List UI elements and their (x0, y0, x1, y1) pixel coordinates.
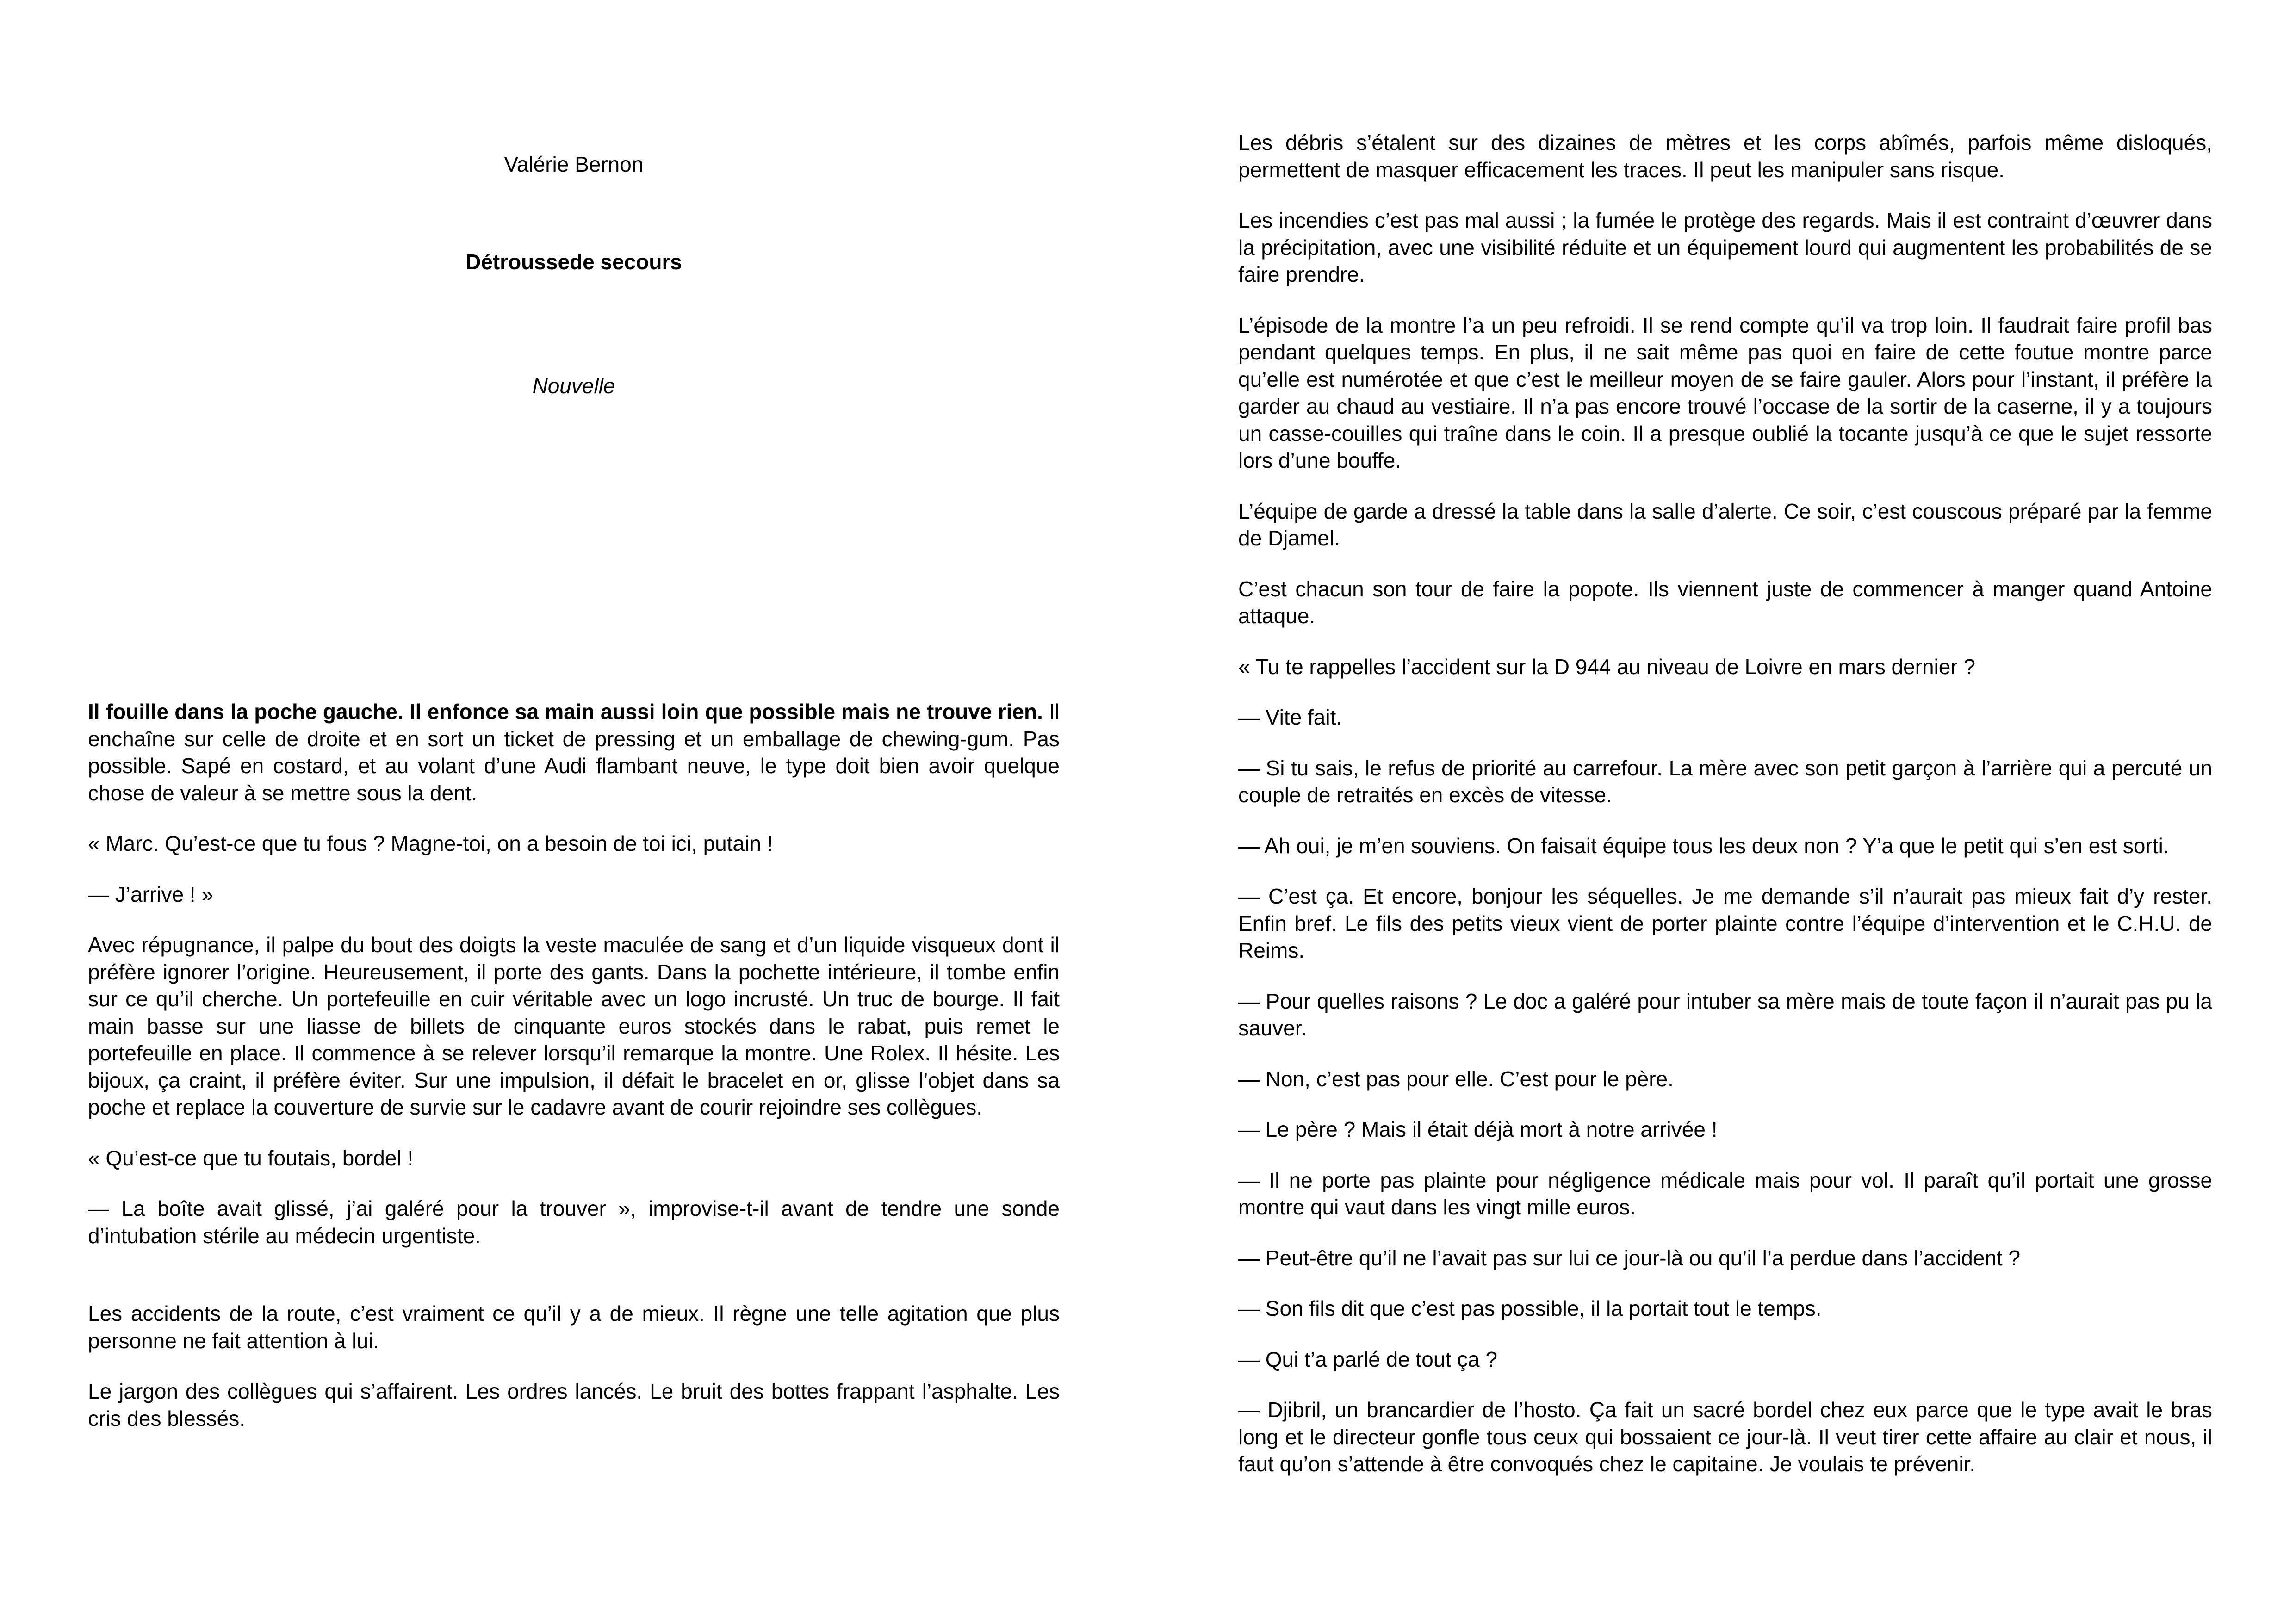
paragraph: — Qui t’a parlé de tout ça ? (1238, 1347, 1497, 1371)
paragraph: Avec répugnance, il palpe du bout des doigts la veste maculée de sang et d’un liquide visqueux dont il préfère ignorer l’origine. Heureusement, il porte des gants. Dans la pochette intérieure, il tombe enfin sur ce qu’il cherche. Un portefeuille en cuir véritable avec un logo incrusté. Un truc de bourge. Il fait main basse sur une liasse de billets de cinquante euros stockés dans le rabat, puis remet le portefeuille en place. Il commence à se relever lorsqu’il remarque la montre. Une Rolex. Il hésite. Les bijoux, ça craint, il préfère éviter. Sur une impulsion, il défait le bracelet en or, glisse l’objet dans sa poche et replace la couverture de survie sur le cadavre avant de courir rejoindre ses collègues. (88, 933, 1060, 1119)
paragraph: Les accidents de la route, c’est vraiment ce qu’il y a de mieux. Il règne une telle agitation que plus personne ne fait attention à lui. (88, 1301, 1060, 1353)
story-title: Détroussede secours (465, 250, 682, 274)
paragraph: — J’arrive ! » (88, 882, 213, 906)
right-page (1148, 0, 2296, 1623)
paragraph: — Pour quelles raisons ? Le doc a galéré pour intuber sa mère mais de toute façon il n’aurait pas pu la sauver. (1238, 989, 2212, 1040)
paragraph: — Le père ? Mais il était déjà mort à notre arrivée ! (1238, 1117, 1718, 1141)
paragraph: — Non, c’est pas pour elle. C’est pour le père. (1238, 1066, 1674, 1091)
paragraph: L’épisode de la montre l’a un peu refroidi. Il se rend compte qu’il va trop loin. Il faudrait faire profil bas pendant quelques temps. En plus, il ne sait même pas quoi en faire de cette foutue montre parce qu’elle est numérotée et que c’est le meilleur moyen de se faire gauler. Alors pour l’instant, il préfère la garder au chaud au vestiaire. Il n’a pas encore trouvé l’occase de la sortir de la caserne, il y a toujours un casse-couilles qui traîne dans le coin. Il a presque oublié la tocante jusqu’à ce que le sujet ressorte lors d’une bouffe. (1238, 313, 2212, 472)
paragraph: — C’est ça. Et encore, bonjour les séquelles. Je me demande s’il n’aurait pas mieux fait d’y rester. Enfin bref. Le fils des petits vieux vient de porter plainte contre l’équipe d’intervention et le C.H.U. de Reims. (1238, 884, 2212, 962)
paragraph: L’équipe de garde a dressé la table dans la salle d’alerte. Ce soir, c’est couscous préparé par la femme de Djamel. (1238, 499, 2212, 550)
paragraph: — Ah oui, je m’en souviens. On faisait équipe tous les deux non ? Y’a que le petit qui s’en est sorti. (1238, 833, 2169, 858)
paragraph: Les incendies c’est pas mal aussi ; la fumée le protège des regards. Mais il est contraint d’œuvrer dans la précipitation, avec une visibilité réduite et un équipement lourd qui augmentent les probabilités de se faire prendre. (1238, 208, 2212, 286)
paragraph: — Il ne porte pas plainte pour négligence médicale mais pour vol. Il paraît qu’il portait une grosse montre qui vaut dans les vingt mille euros. (1238, 1168, 2212, 1219)
paragraph: — Djibril, un brancardier de l’hosto. Ça fait un sacré bordel chez eux parce que le type avait le bras long et le directeur gonfle tous ceux qui bossaient ce jour-là. Il veut tirer cette affaire au clair et nous, il faut qu’on s’attende à être convoqués chez le capitaine. Je voulais te prévenir. (1238, 1398, 2212, 1476)
paragraph: « Marc. Qu’est-ce que tu fous ? Magne-toi, on a besoin de toi ici, putain ! (88, 831, 773, 855)
paragraph: — La boîte avait glissé, j’ai galéré pour la trouver », improvise-t-il avant de tendre une sonde d’intubation stérile au médecin urgentiste. (88, 1196, 1060, 1248)
paragraph: — Si tu sais, le refus de priorité au carrefour. La mère avec son petit garçon à l’arrière qui a percuté un couple de retraités en excès de vitesse. (1238, 756, 2212, 807)
paragraph: Le jargon des collègues qui s’affairent. Les ordres lancés. Le bruit des bottes frappant l’asphalte. Les cris des blessés. (88, 1379, 1060, 1431)
paragraph: « Qu’est-ce que tu foutais, bordel ! (88, 1146, 414, 1170)
paragraph: — Peut-être qu’il ne l’avait pas sur lui ce jour-là ou qu’il l’a perdue dans l’accident ? (1238, 1245, 2021, 1270)
opening-lead-sentence: Il fouille dans la poche gauche. Il enfonce sa main aussi loin que possible mais ne trouve rien. (88, 700, 1043, 724)
opening-rest: Il enchaîne sur celle de droite et en sort un ticket de pressing et un emballage de chewing-gum. Pas possible. Sapé en costard, et au volant d’une Audi flambant neuve, le type doit bien avoir quelque chose de valeur à se mettre sous la dent. (88, 700, 1060, 805)
paragraph: — Son fils dit que c’est pas possible, il la portait tout le temps. (1238, 1296, 1822, 1320)
paragraph: C’est chacun son tour de faire la popote. Ils viennent juste de commencer à manger quand Antoine attaque. (1238, 576, 2212, 628)
genre-label: Nouvelle (532, 374, 615, 398)
opening-paragraph (88, 698, 1060, 806)
paragraph: — Vite fait. (1238, 705, 1342, 729)
paragraph: Les débris s’étalent sur des dizaines de mètres et les corps abîmés, parfois même disloqués, permettent de masquer efficacement les traces. Il peut les manipuler sans risque. (1238, 130, 2212, 182)
right-text-column (1238, 129, 2212, 1501)
author-name: Valérie Bernon (504, 152, 644, 176)
paragraph: « Tu te rappelles l’accident sur la D 944 au niveau de Loivre en mars dernier ? (1238, 654, 1976, 679)
left-text-column (88, 698, 1060, 1456)
